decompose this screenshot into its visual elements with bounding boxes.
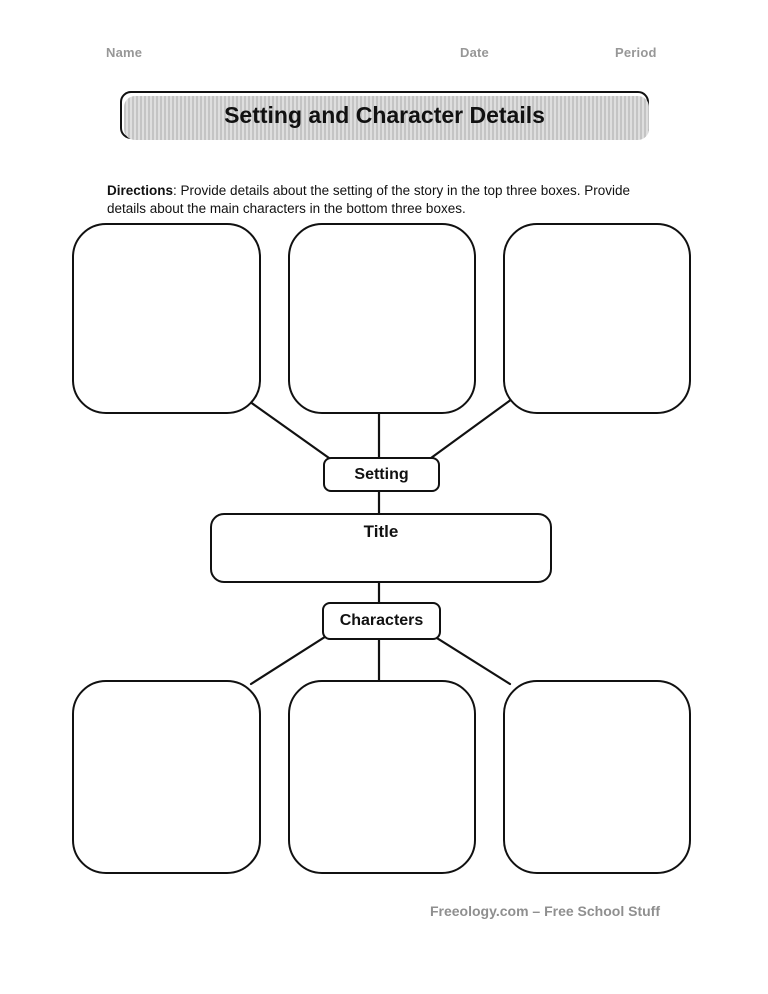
directions-line-1-text: : Provide details about the setting of the story in the top three boxes. Provide bbox=[173, 182, 631, 198]
directions-label: Directions bbox=[107, 182, 174, 198]
date-label: Date bbox=[460, 45, 489, 60]
directions-text bbox=[107, 182, 667, 218]
characters-node bbox=[322, 602, 441, 640]
setting-detail-box-2 bbox=[288, 223, 476, 414]
character-detail-box-1 bbox=[72, 680, 261, 874]
title-node-label: Title bbox=[363, 522, 399, 541]
character-detail-box-3 bbox=[503, 680, 691, 874]
worksheet-title: Setting and Character Details bbox=[224, 101, 545, 128]
setting-detail-box-1 bbox=[72, 223, 261, 414]
setting-node bbox=[323, 457, 440, 492]
setting-detail-box-3 bbox=[503, 223, 691, 414]
worksheet-title-banner bbox=[120, 91, 649, 139]
name-label: Name bbox=[106, 45, 143, 60]
characters-node-label: Characters bbox=[339, 612, 424, 629]
character-detail-box-2 bbox=[288, 680, 476, 874]
directions-line-1 bbox=[107, 182, 667, 200]
title-node bbox=[210, 513, 552, 583]
footer-credit: Freeology.com – Free School Stuff bbox=[429, 903, 660, 919]
period-label: Period bbox=[615, 45, 657, 60]
directions-line-2: details about the main characters in the bottom three boxes. bbox=[107, 200, 466, 216]
setting-node-label: Setting bbox=[354, 465, 409, 483]
